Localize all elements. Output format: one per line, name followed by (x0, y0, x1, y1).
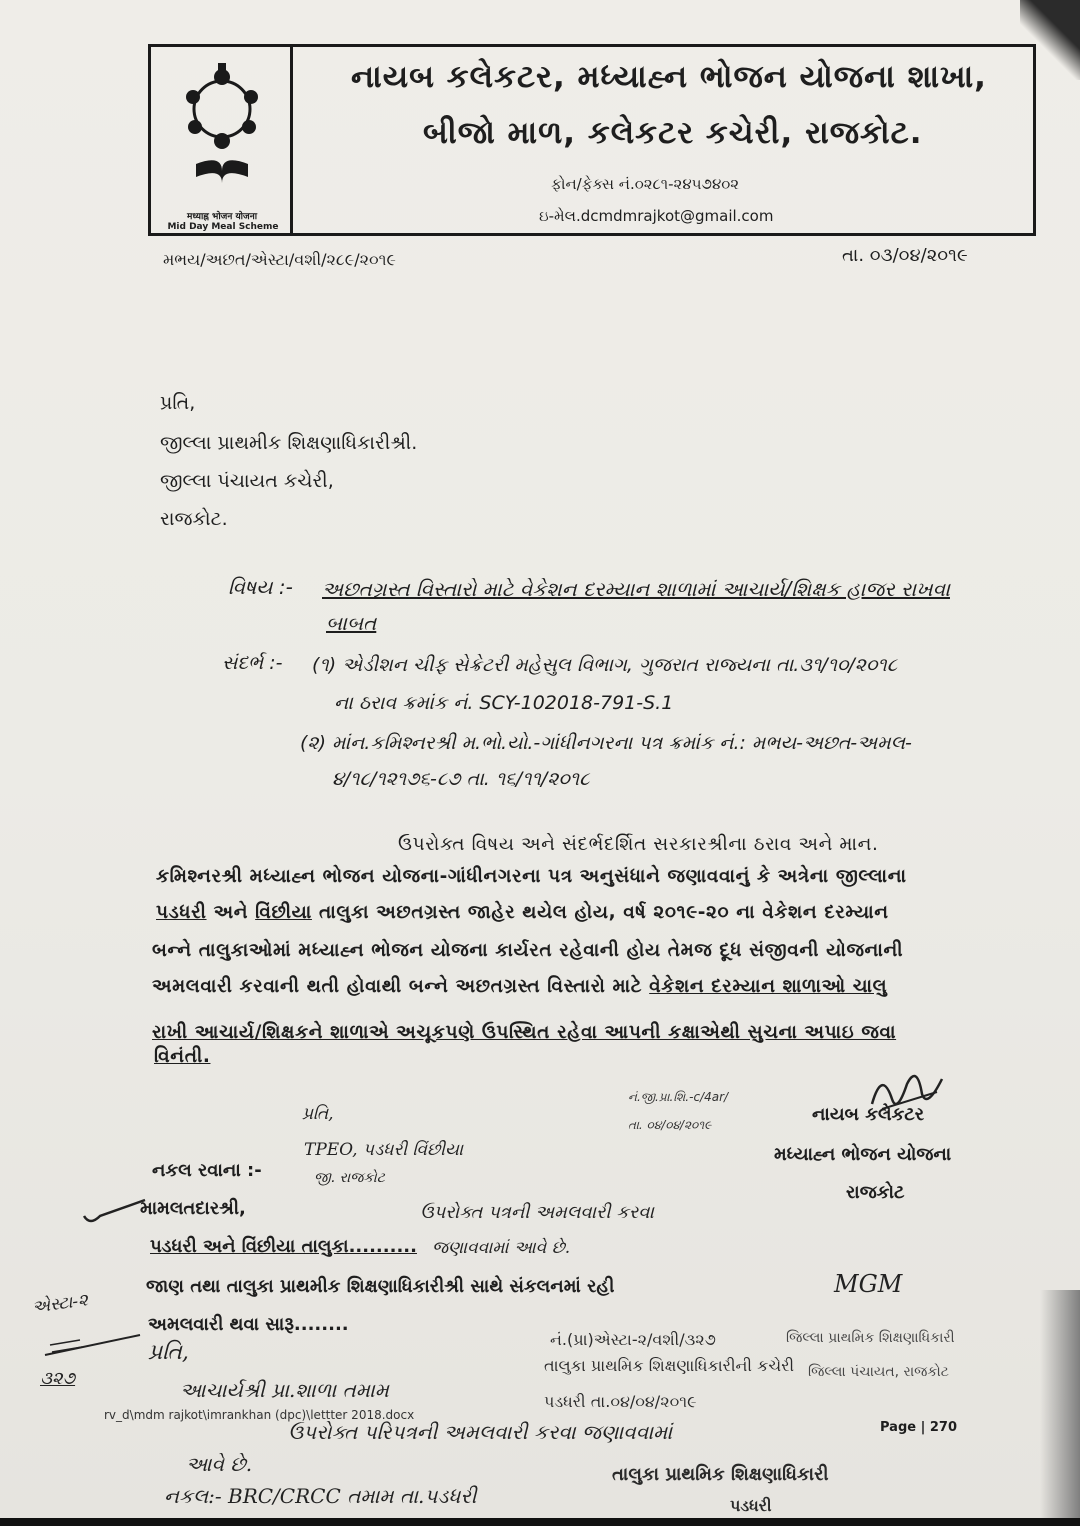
inward-stamp-number: નં.જી.પ્રા.શિ.-c/4ar/ (628, 1090, 729, 1104)
addressee-label: પ્રતિ, (160, 392, 196, 414)
copy-label: નકલ રવાના :- (152, 1160, 262, 1181)
handwritten-instruction-2: જણાવવામાં આવે છે. (432, 1238, 571, 1258)
logo-caption-english: Mid Day Meal Scheme (167, 222, 279, 232)
addressee-line-2: જીલ્લા પંચાયત કચેરી, (160, 470, 334, 492)
reference-1-line-1: (૧) એડીશન ચીફ સેક્રેટરી મહેસુલ વિભાગ, ગુજરાત રાજ્યના તા.૩૧/૧૦/૨૦૧૮ (312, 654, 898, 676)
handwritten-copy-brc: નકલ:- BRC/CRCC તમામ તા.પડધરી (164, 1484, 477, 1508)
reference-2-line-2: ૪/૧૮/૧૨૧૭૬-૮૭ તા. ૧૬/૧૧/૨૦૧૮ (332, 768, 590, 790)
addressee-line-3: રાજકોટ. (160, 508, 228, 530)
mid-day-meal-logo-icon (181, 59, 263, 199)
letterhead-box (148, 44, 1036, 236)
office-stamp-line-3: પડધરી તા.૦૪/૦૪/૨૦૧૯ (544, 1392, 697, 1411)
subject-line-1: અછતગ્રસ્ત વિસ્તારો માટે વેકેશન દરમ્યાન શાળામાં આચાર્ય/શિક્ષક હાજર રાખવા (322, 577, 950, 601)
page-edge-shadow (1040, 1290, 1080, 1526)
handwritten-instruction-4: આવે છે. (186, 1452, 253, 1476)
tpeo-stamp-place: પડધરી (730, 1496, 772, 1515)
letter-reference-number: મભય/અછત/એસ્ટા/વશી/૨૮૯/૨૦૧૯ (163, 250, 396, 269)
reference-1-line-2: ના ઠરાવ ક્રમાંક નં. SCY-102018-791-S.1 (334, 692, 674, 714)
copy-line-1: મામલતદારશ્રી, (140, 1198, 246, 1219)
margin-scribble-icon (40, 1330, 150, 1360)
body-line-4: બન્ને તાલુકાઓમાં મધ્યાહ્ન ભોજન યોજના કાર્યરત રહેવાની હોય તેમજ દૂધ સંજીવની યોજનાની (152, 940, 904, 961)
copy-line-3: જાણ તથા તાલુકા પ્રાથમીક શિક્ષણાધિકારીશ્રી સાથે સંકલનમાં રહી (146, 1276, 615, 1297)
office-stamp-line-2: તાલુકા પ્રાથમિક શિક્ષણાધિકારીની કચેરી (544, 1356, 795, 1375)
subject-label: વિષય :- (228, 575, 293, 599)
handwritten-esta-2: એસ્ટા-૨ (30, 1290, 90, 1318)
reference-2-line-1: (૨) માંન.કમિશ્નરશ્રી મ.ભો.યો.-ગાંધીનગરના પત્ર ક્રમાંક નં.: મભય-અછત-અમલ- (300, 732, 912, 754)
page-bottom-edge (0, 1518, 1080, 1526)
office-title: નાયબ કલેકટર, મધ્યાહ્ન ભોજન યોજના શાખા, (351, 59, 987, 95)
office-stamp-line-1: નં.(પ્રા)એસ્ટા-૨/વશી/૩૨૭ (550, 1330, 716, 1349)
copy-line-4: અમલવારી થવા સારૂ........ (148, 1314, 349, 1335)
body-line-7: વિનંતી. (154, 1046, 211, 1067)
taluka-padadhari: પડધરી (156, 902, 207, 923)
handwritten-prati-2: પ્રતિ, (148, 1340, 189, 1365)
handwritten-all-principals: આચાર્યશ્રી પ્રા.શાળા તમામ (180, 1378, 389, 1402)
body-line-6: રાખી આચાર્ય/શિક્ષકને શાળાએ અચૂકપણે ઉપસ્થિત રહેવા આપની કક્ષાએથી સુચના અપાઇ જવા (152, 1022, 897, 1043)
body-line-2: કમિશ્નરશ્રી મધ્યાહ્ન ભોજન યોજના-ગાંધીનગરના પત્ર અનુસંધાને જણાવવાનું કે અત્રેના જીલ્લાના (156, 866, 907, 887)
logo-cell (151, 47, 293, 233)
logo-caption-hindi: मध्याह्न भोजन योजना (186, 212, 258, 222)
office-phone: ફોન/ફેક્સ નં.૦૨૮૧-૨૪૫૭૪૦૨ (551, 175, 740, 193)
handwritten-initials: MGM (834, 1270, 903, 1298)
tick-mark-icon (80, 1196, 150, 1226)
office-email: ઇ-મેલ.dcmdmrajkot@gmail.com (539, 207, 774, 225)
page-number: Page | 270 (880, 1420, 958, 1435)
copy-line-2: પડધરી અને વિંછીયા તાલુકા.......... (150, 1236, 417, 1257)
taluka-vinchhiya: વિંછીયા (255, 902, 312, 923)
body-line-5: અમલવારી કરવાની થતી હોવાથી બન્ને અછતગ્રસ્ત વિસ્તારો માટે વેકેશન દરમ્યાન શાળાઓ ચાલુ (152, 976, 888, 997)
handwritten-instruction-3: ઉપરોક્ત પરિપત્રની અમલવારી કરવા જણાવવામાં (288, 1420, 673, 1444)
reference-label: સંદર્ભ :- (222, 652, 283, 674)
file-path: rv_d\mdm rajkot\imrankhan (dpc)\lettter 2018.docx (104, 1408, 415, 1422)
body-line-1: ઉપરોક્ત વિષય અને સંદર્ભદર્શિત સરકારશ્રીના ઠરાવ અને માન. (398, 834, 879, 855)
office-address: બીજો માળ, કલેકટર કચેરી, રાજકોટ. (423, 115, 923, 151)
handwritten-district: જી. રાજકોટ (314, 1170, 385, 1186)
signatory-department: મધ્યાહ્ન ભોજન યોજના (774, 1144, 952, 1165)
handwritten-instruction-1: ઉપરોક્ત પત્રની અમલવારી કરવા (420, 1202, 654, 1223)
handwritten-inward-no: ૩૨૭ (40, 1368, 76, 1389)
letter-date: તા. ૦૩/૦૪/૨૦૧૯ (842, 245, 968, 266)
handwritten-tpeo: TPEO, પડધરી વિંછીયા (304, 1140, 464, 1160)
inward-stamp-date: તા. ૦૪/૦૪/૨૦૧૯ (628, 1118, 712, 1132)
addressee-line-1: જીલ્લા પ્રાથમીક શિક્ષણાધિકારીશ્રી. (160, 432, 418, 454)
signatory-city: રાજકોટ (846, 1182, 905, 1203)
handwritten-prati: પ્રતિ, (302, 1104, 334, 1124)
signatory-title: નાયબ કલેકટર (812, 1104, 925, 1125)
body-line-3: પડધરી અને વિંછીયા તાલુકા અછતગ્રસ્ત જાહેર થયેલ હોય, વર્ષ ૨૦૧૯-૨૦ ના વેકેશન દરમ્યાન (156, 902, 889, 923)
district-stamp-line-1: જિલ્લા પ્રાથમિક શિક્ષણાધિકારી (786, 1330, 955, 1346)
subject-line-2: બાબત (326, 611, 377, 635)
tpeo-stamp-title: તાલુકા પ્રાથમિક શિક્ષણાધિકારી (612, 1464, 829, 1485)
district-stamp-line-2: જિલ્લા પંચાયત, રાજકોટ (808, 1364, 949, 1380)
